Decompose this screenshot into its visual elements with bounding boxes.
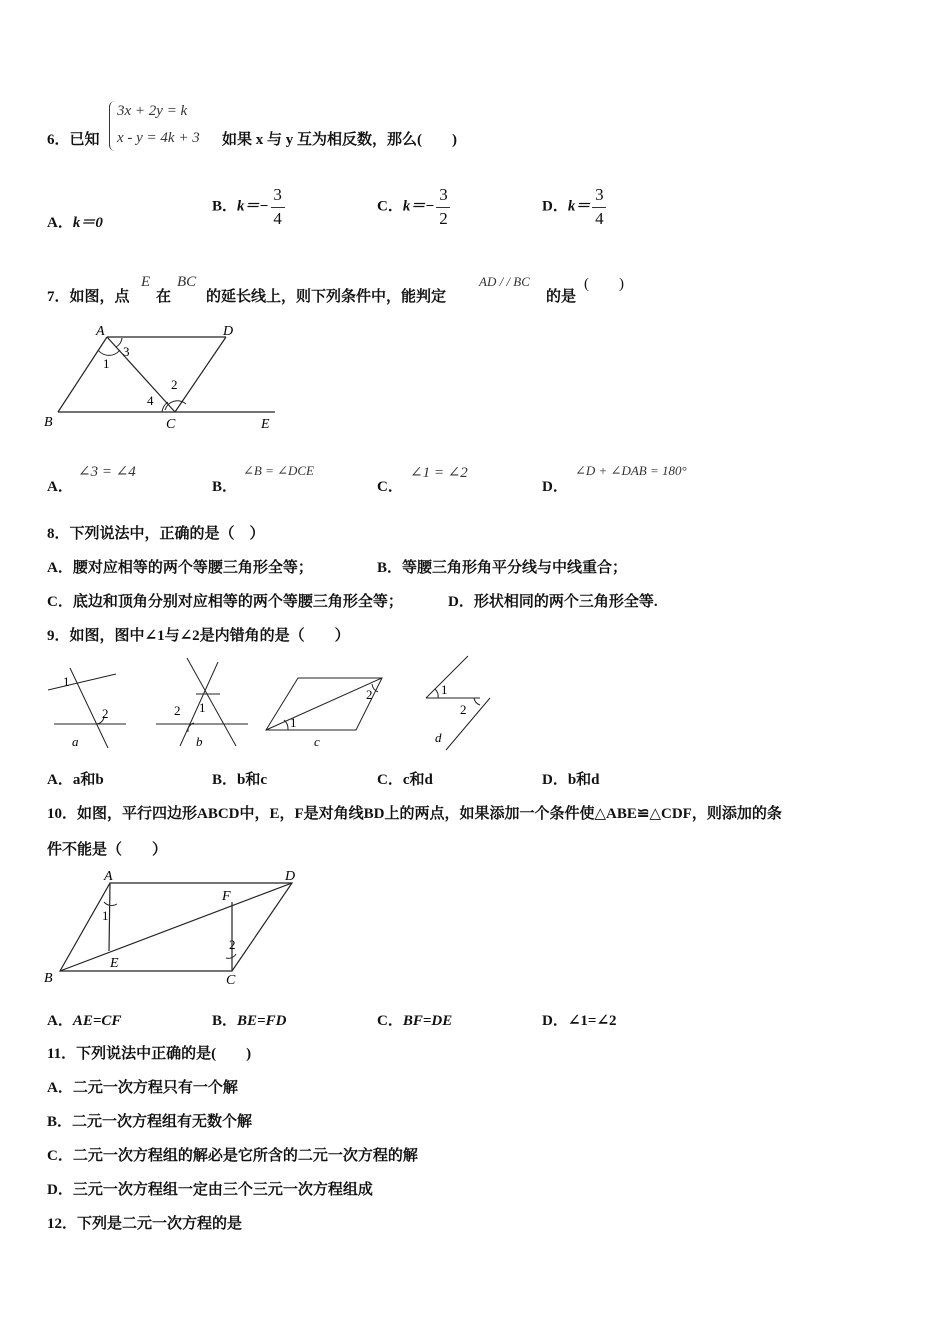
fig-angle-2: 2 bbox=[171, 377, 178, 392]
fig-angle-1: 1 bbox=[103, 356, 110, 371]
q7-parallel: AD / / BC bbox=[479, 274, 530, 289]
fraction: $\frac{3}{2}$ bbox=[436, 186, 450, 228]
q9-figure-c bbox=[266, 678, 382, 749]
fig-angle-2: 2 bbox=[229, 937, 236, 952]
fig-label-d: D bbox=[285, 869, 296, 884]
fig-label-d: D bbox=[223, 324, 234, 339]
q7-option-b-text[interactable]: ∠B = ∠DCE bbox=[243, 463, 314, 478]
q10-option-b[interactable]: B．BE=FD bbox=[212, 1013, 287, 1029]
svg-text:b: b bbox=[196, 734, 203, 749]
svg-text:1: 1 bbox=[290, 715, 297, 730]
fig-angle-1: 1 bbox=[102, 908, 109, 923]
q9-figures bbox=[40, 652, 510, 752]
fraction: $\frac{3}{4}$ bbox=[592, 186, 606, 228]
fig-angle-4: 4 bbox=[147, 393, 154, 408]
q11-stem: 11．下列说法中正确的是( ) bbox=[47, 1046, 252, 1062]
q7-paren: ( ) bbox=[584, 276, 624, 292]
q6-option-d[interactable]: D．k＝ $\frac{3}{4}$ bbox=[542, 186, 606, 228]
q6-option-c[interactable]: C．k＝− $\frac{3}{2}$ bbox=[377, 186, 450, 228]
q9-figure-b bbox=[156, 658, 248, 749]
svg-text:2: 2 bbox=[102, 706, 109, 721]
q7-option-a-text[interactable]: ∠3 = ∠4 bbox=[78, 464, 136, 480]
q6-option-a[interactable]: A．k＝0 bbox=[47, 215, 103, 231]
svg-text:a: a bbox=[72, 734, 79, 749]
q6-suffix: 如果 x 与 y 互为相反数，那么( ) bbox=[222, 132, 457, 148]
q7-point: E bbox=[141, 274, 151, 290]
q6-prefix: 6．已知 bbox=[47, 132, 100, 148]
q8-option-d[interactable]: D．形状相同的两个三角形全等. bbox=[448, 594, 658, 610]
q9-figure-d bbox=[426, 656, 490, 750]
q11-option-d[interactable]: D．三元一次方程组一定由三个三元一次方程组成 bbox=[47, 1182, 373, 1198]
fig-label-a: A bbox=[104, 869, 113, 884]
q7-stem-part3: 的延长线上，则下列条件中，能判定 bbox=[206, 289, 447, 305]
q10-stem-line1: 10．如图，平行四边形ABCD中，E，F是对角线BD上的两点，如果添加一个条件使△ABE≌△CDF，则添加的条 bbox=[47, 806, 782, 822]
svg-text:1: 1 bbox=[199, 700, 206, 715]
q9-stem: 9．如图，图中∠1与∠2是内错角的是（ ） bbox=[47, 628, 350, 644]
svg-text:1: 1 bbox=[63, 674, 70, 689]
q8-stem: 8．下列说法中，正确的是（ ） bbox=[47, 526, 265, 542]
q7-option-a-label[interactable]: A． bbox=[47, 479, 73, 495]
fig-label-e: E bbox=[110, 956, 119, 971]
q7-option-c-text[interactable]: ∠1 = ∠2 bbox=[410, 465, 468, 481]
q7-option-d-text[interactable]: ∠D + ∠DAB = 180° bbox=[575, 463, 687, 478]
fig-label-c: C bbox=[226, 973, 236, 988]
svg-text:2: 2 bbox=[460, 702, 467, 717]
svg-text:c: c bbox=[314, 734, 320, 749]
svg-text:d: d bbox=[435, 730, 442, 745]
q9-option-a[interactable]: A．a和b bbox=[47, 772, 104, 788]
fig-label-e: E bbox=[261, 417, 270, 432]
q9-option-b[interactable]: B．b和c bbox=[212, 772, 268, 788]
q10-option-d[interactable]: D．∠1=∠2 bbox=[542, 1013, 617, 1029]
q7-stem-part2: 在 bbox=[156, 289, 172, 305]
q10-stem-line2: 件不能是（ ） bbox=[47, 842, 168, 858]
q7-option-d-label[interactable]: D． bbox=[542, 479, 568, 495]
q7-option-c-label[interactable]: C． bbox=[377, 479, 403, 495]
fig-label-a: A bbox=[96, 324, 105, 339]
fig-label-f: F bbox=[222, 889, 231, 904]
q7-figure bbox=[40, 318, 285, 436]
q7-stem-part4: 的是 bbox=[546, 289, 577, 305]
fig-label-b: B bbox=[44, 415, 53, 430]
q8-option-c[interactable]: C．底边和顶角分别对应相等的两个等腰三角形全等； bbox=[47, 594, 403, 610]
q11-option-b[interactable]: B．二元一次方程组有无数个解 bbox=[47, 1114, 253, 1130]
svg-text:2: 2 bbox=[174, 703, 181, 718]
fraction: $\frac{3}{4}$ bbox=[271, 186, 285, 228]
q10-option-c[interactable]: C．BF=DE bbox=[377, 1013, 453, 1029]
q7-option-b-label[interactable]: B． bbox=[212, 479, 238, 495]
fig-angle-3: 3 bbox=[123, 344, 130, 359]
q11-option-c[interactable]: C．二元一次方程组的解必是它所含的二元一次方程的解 bbox=[47, 1148, 418, 1164]
fig-label-b: B bbox=[44, 971, 53, 986]
svg-text:1: 1 bbox=[441, 682, 448, 697]
q9-option-c[interactable]: C．c和d bbox=[377, 772, 433, 788]
q11-option-a[interactable]: A．二元一次方程只有一个解 bbox=[47, 1080, 238, 1096]
q10-option-a[interactable]: A．AE=CF bbox=[47, 1013, 122, 1029]
q8-option-b[interactable]: B．等腰三角形角平分线与中线重合； bbox=[377, 560, 628, 576]
fig-label-c: C bbox=[166, 417, 176, 432]
q6-equation-1: 3x + 2y = k bbox=[117, 103, 188, 119]
q7-stem-part1: 7．如图，点 bbox=[47, 289, 130, 305]
q6-equation-2: x - y = 4k + 3 bbox=[117, 130, 200, 146]
q8-option-a[interactable]: A．腰对应相等的两个等腰三角形全等； bbox=[47, 560, 313, 576]
q9-figure-a bbox=[48, 668, 126, 749]
q6-option-b[interactable]: B．k＝− $\frac{3}{4}$ bbox=[212, 186, 285, 228]
q7-segment: BC bbox=[177, 274, 197, 290]
q9-option-d[interactable]: D．b和d bbox=[542, 772, 600, 788]
svg-text:2: 2 bbox=[366, 687, 373, 702]
q12-stem: 12．下列是二元一次方程的是 bbox=[47, 1216, 243, 1232]
q10-figure bbox=[40, 866, 302, 988]
